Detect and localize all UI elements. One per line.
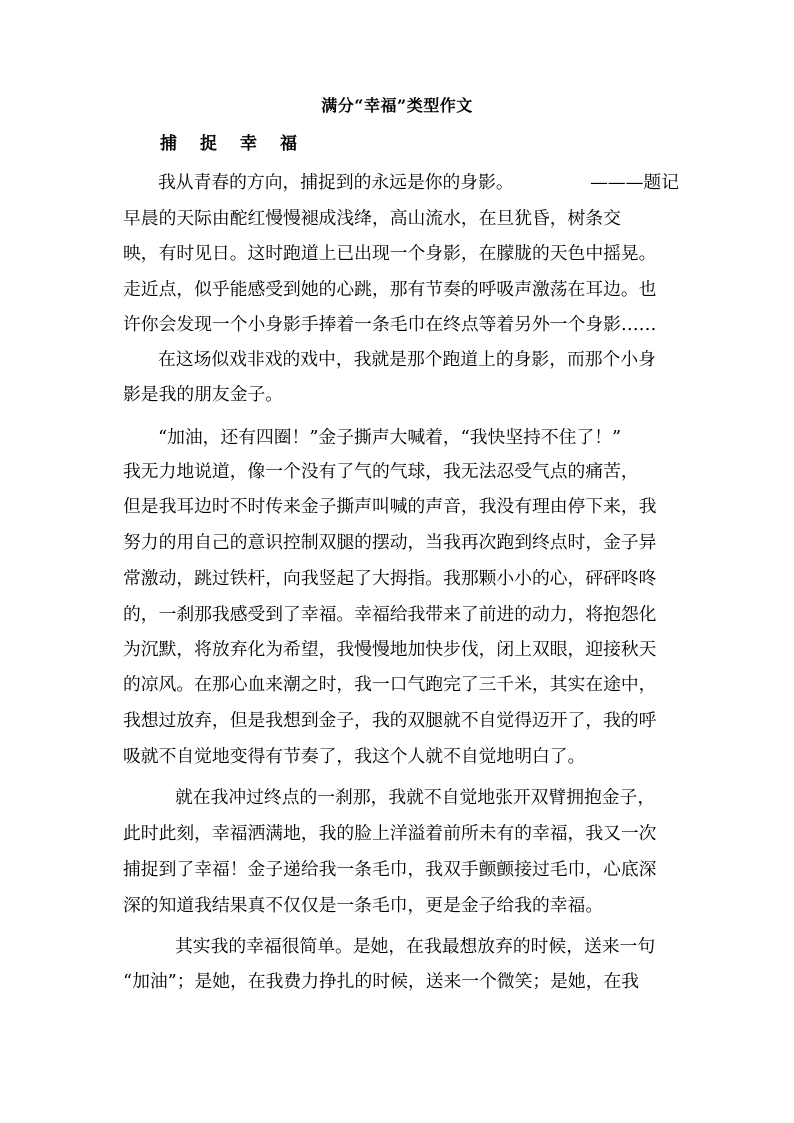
paragraph-line: 我想过放弃，但是我想到金子，我的双腿就不自觉得迈开了，我的呼 xyxy=(123,710,657,731)
paragraph-line: 许你会发现一个小身影手捧着一条毛巾在终点等着另外一个身影…… xyxy=(123,314,657,335)
document-title: 满分“幸福”类型作文 xyxy=(321,96,473,115)
paragraph-line: 但是我耳边时不时传来金子撕声叫喊的声音，我没有理由停下来，我 xyxy=(123,496,657,517)
essay-title: 捕捉幸福 xyxy=(160,134,320,154)
paragraph-line: 映，有时见日。这时跑道上已出现一个身影，在朦胧的天色中摇晃。 xyxy=(123,243,657,264)
paragraph-line: 深的知道我结果真不仅仅是一条毛巾，更是金子给我的幸福。 xyxy=(123,895,604,916)
paragraph-line: 常激动，跳过铁杆，向我竖起了大拇指。我那颗小小的心，砰砰咚咚 xyxy=(123,568,657,589)
paragraph-line: “加油，还有四圈！”金子撕声大喊着，“我快坚持不住了！” xyxy=(158,427,622,448)
paragraph-line: 的，一刹那我感受到了幸福。幸福给我带来了前进的动力，将抱怨化 xyxy=(123,604,657,625)
motto-attribution: ———题记 xyxy=(590,172,679,193)
paragraph-line: 在这场似戏非戏的戏中，我就是那个跑道上的身影，而那个小身 xyxy=(158,349,656,370)
paragraph-line: 此时此刻，幸福洒满地，我的脸上洋溢着前所未有的幸福，我又一次 xyxy=(123,823,657,844)
paragraph-line: “加油”；是她，在我费力挣扎的时候，送来一个微笑；是她，在我 xyxy=(123,971,640,992)
motto-text: 我从青春的方向，捕捉到的永远是你的身影。 xyxy=(158,172,514,193)
paragraph-line: 就在我冲过终点的一刹那，我就不自觉地张开双臂拥抱金子， xyxy=(175,787,656,808)
paragraph-line: 早晨的天际由酡红慢慢褪成浅绛，高山流水，在旦犹昏，树条交 xyxy=(123,208,621,229)
paragraph-line: 的凉风。在那心血来潮之时，我一口气跑完了三千米，其实在途中， xyxy=(123,674,657,695)
paragraph-line: 影是我的朋友金子。 xyxy=(123,384,284,405)
paragraph-line: 我无力地说道，像一个没有了气的气球，我无法忍受气点的痛苦， xyxy=(123,461,639,482)
paragraph-line: 吸就不自觉地变得有节奏了，我这个人就不自觉地明白了。 xyxy=(123,746,586,767)
paragraph-line: 其实我的幸福很简单。是她，在我最想放弃的时候，送来一句 xyxy=(175,936,656,957)
paragraph-line: 努力的用自己的意识控制双腿的摆动，当我再次跑到终点时，金子异 xyxy=(123,532,657,553)
paragraph-line: 为沉默，将放弃化为希望，我慢慢地加快步伐，闭上双眼，迎接秋天 xyxy=(123,639,657,660)
paragraph-line: 捕捉到了幸福！金子递给我一条毛巾，我双手颤颤接过毛巾，心底深 xyxy=(123,859,657,880)
paragraph-line: 走近点，似乎能感受到她的心跳，那有节奏的呼吸声激荡在耳边。也 xyxy=(123,279,657,300)
